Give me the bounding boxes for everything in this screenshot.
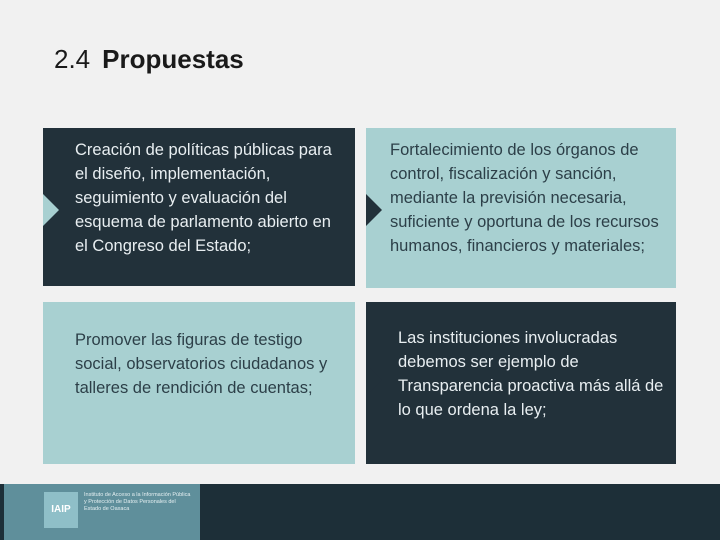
- proposal-card-2: [366, 128, 676, 288]
- proposal-text-3: Promover las figuras de testigo social, observatorios ciudadanos y talleres de rendición de cuentas;: [75, 331, 328, 397]
- footer-bar: [0, 484, 720, 540]
- card-arrow-icon: [43, 364, 59, 396]
- slide-title: [54, 44, 244, 75]
- iaip-logo: IAIP: [44, 492, 78, 528]
- card-arrow-icon: [366, 194, 382, 226]
- section-number: 2.4: [54, 44, 91, 74]
- footer-logo-band: [4, 484, 200, 540]
- proposal-card-1: [43, 128, 355, 286]
- card-arrow-icon: [43, 194, 59, 226]
- proposal-text-4: Las instituciones involucradas debemos ser ejemplo de Transparencia proactiva más allá de lo que ordena la ley;: [398, 329, 664, 419]
- proposal-text-2: Fortalecimiento de los órganos de control, fiscalización y sanción, mediante la previsión necesaria, suficiente y oportuna de los recursos humanos, financieros y materiales;: [390, 141, 659, 255]
- proposal-card-3: [43, 302, 355, 464]
- card-arrow-icon: [366, 364, 382, 396]
- proposal-text-1: Creación de políticas públicas para el diseño, implementación, seguimiento y evaluación del esquema de parlamento abierto en el Congreso del Estado;: [75, 141, 332, 255]
- iaip-logo-text: Instituto de Acceso a la Información Pública y Protección de Datos Personales del Estado de Oaxaca: [84, 492, 191, 512]
- section-title: Propuestas: [102, 44, 244, 74]
- proposal-card-4: [366, 302, 676, 464]
